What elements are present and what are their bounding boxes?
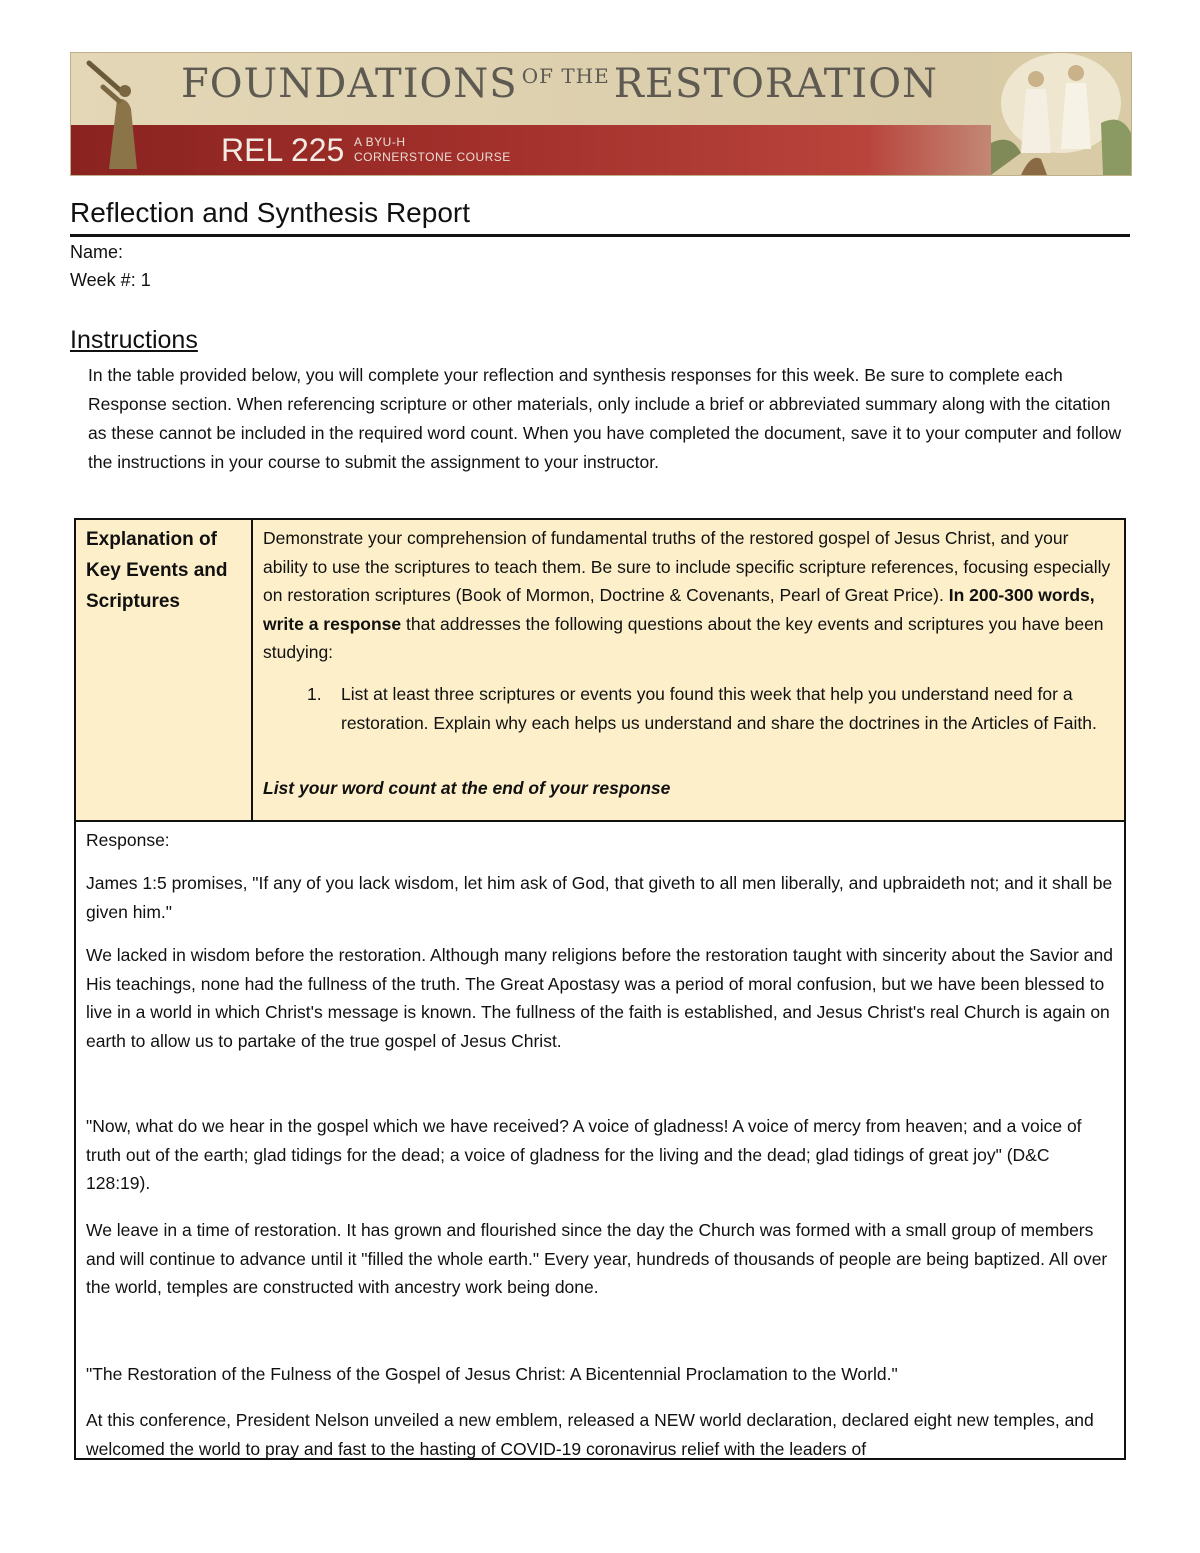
title-divider (70, 234, 1130, 237)
name-label: Name: (70, 242, 124, 262)
response-label: Response: (86, 830, 170, 850)
column-divider (251, 520, 253, 820)
prompt-text (263, 524, 1113, 667)
response-cell[interactable] (86, 822, 1116, 1458)
prompt-rest: that addresses the following questions about the key events and scriptures you have been studying: (263, 613, 1104, 662)
course-subtitle-line2: CORNERSTONE COURSE (354, 150, 511, 164)
question-text: List at least three scriptures or events you found this week that help you understand need for a restoration. Explain why each helps us understand and share the doctrines in the Articles of Faith. (341, 684, 1097, 733)
instructions-body: In the table provided below, you will complete your reflection and synthesis responses for this week. Be sure to complete each Response section. When referencing scripture or other materials, only include a brief or abbreviated summary along with the citation as these cannot be included in the required word count. When you have completed the document, save it to your computer and follow the instructions in your course to submit the assignment to your instructor. (88, 365, 1122, 472)
prompt-intro: Demonstrate your comprehension of fundamental truths of the restored gospel of Jesus Christ, and your ability to use the scriptures to teach them. Be sure to include specific scripture references, focusing especially on restoration scriptures (Book of Mormon, Doctrine & Covenants, Pearl of Great Price). (263, 528, 1111, 605)
word-count-note: List your word count at the end of your response (263, 778, 671, 798)
course-code: REL 225 (221, 132, 345, 168)
prompt-bold: In 200-300 words, write a response (263, 585, 1095, 634)
page-title: Reflection and Synthesis Report (70, 197, 470, 228)
question-number: 1. (307, 684, 322, 704)
banner-title (181, 61, 938, 107)
response-paragraph: "The Restoration of the Fulness of the Gospel of Jesus Christ: A Bicentennial Proclamation to the World." (86, 1364, 898, 1384)
banner-title-left: FOUNDATIONS (181, 61, 518, 107)
banner-title-right: RESTORATION (613, 61, 938, 107)
restoration-figures-icon (991, 53, 1131, 175)
response-paragraph: We leave in a time of restoration. It has grown and flourished since the day the Church was formed with a small group of members and will continue to advance until it "filled the whole earth." Every year, hundreds of thousands of people are being baptized. All over the world, temples are constructed with ancestry work being done. (86, 1220, 1108, 1297)
course-subtitle-line1: A BYU-H (354, 135, 406, 149)
banner-title-of-the: OF THE (521, 64, 610, 88)
angel-moroni-icon (81, 57, 153, 173)
response-paragraph: We lacked in wisdom before the restoration. Although many religions before the restoration taught with sincerity about the Savior and His teachings, none had the fullness of the truth. The Great Apostasy was a period of moral confusion, but we have been blessed to live in a world in which Christ's message is known. The fullness of the faith is established, and Jesus Christ's real Church is again on earth to allow us to partake of the true gospel of Jesus Christ. (86, 945, 1113, 1051)
section-label: Explanation of Key Events and Scriptures (86, 529, 228, 612)
response-paragraph: James 1:5 promises, "If any of you lack wisdom, let him ask of God, that giveth to all men liberally, and upbraideth not; and it shall be given him." (86, 873, 1113, 922)
response-paragraph: "Now, what do we hear in the gospel which we have received? A voice of gladness! A voice of mercy from heaven; and a voice of truth out of the earth; glad tidings for the dead; a voice of gladness for the living and the dead; glad tidings of great joy" (D&C 128:19). (86, 1116, 1082, 1193)
course-subtitle (354, 135, 511, 165)
table-header-row (76, 520, 1124, 822)
week-label: Week #: 1 (70, 270, 151, 290)
instructions-heading: Instructions (70, 326, 198, 354)
response-paragraph: At this conference, President Nelson unveiled a new emblem, released a NEW world declaration, declared eight new temples, and welcomed the world to pray and fast to the hasting of COVID-19 coronavirus relief with the leaders of (86, 1410, 1094, 1458)
course-banner (70, 52, 1132, 176)
reflection-table (74, 518, 1126, 1460)
